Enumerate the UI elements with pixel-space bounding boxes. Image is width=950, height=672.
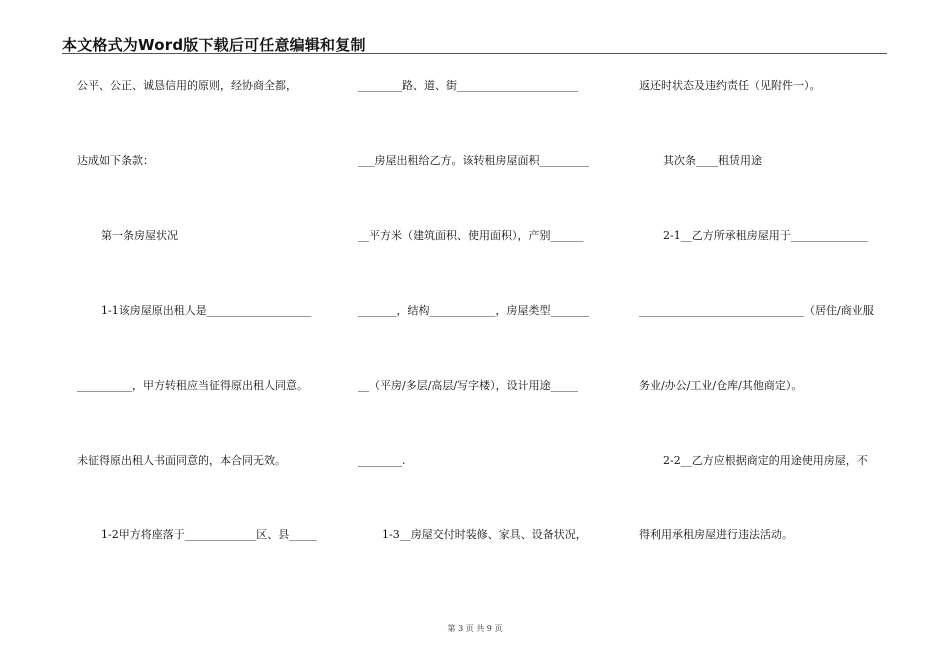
col1-line-3: 第一条房屋状况: [101, 229, 178, 242]
col2-line-5: __（平房/多层/高层/写字楼），设计用途_____: [358, 379, 579, 392]
col1-line-1: 公平、公正、诚恳信用的原则，经协商全都，: [77, 79, 297, 92]
col1-line-5: __________，甲方转租应当征得原出租人同意。: [77, 379, 308, 392]
document-header-title: 本文格式为Word版下载后可任意编辑和复制: [62, 36, 366, 54]
col2-line-4: _______，结构____________，房屋类型_______: [358, 304, 589, 317]
col3-line-1: 返还时状态及违约责任（见附件一）。: [639, 79, 821, 92]
header-divider: [62, 53, 887, 54]
col1-line-6: 未征得原出租人书面同意的，本合同无效。: [77, 454, 286, 467]
col2-line-1: ________路、道、街______________________: [358, 79, 578, 92]
col1-line-7: 1-2甲方将座落于_____________区、县_____: [101, 528, 317, 541]
col2-line-6: ________.: [358, 454, 406, 467]
page-number: 第 3 页 共 9 页: [447, 624, 503, 633]
col3-line-2: 其次条____租赁用途: [663, 154, 762, 167]
col2-line-2: ___房屋出租给乙方。该转租房屋面积_________: [358, 154, 589, 167]
col1-line-2: 达成如下条款：: [77, 154, 154, 167]
col3-line-3: 2-1__乙方所承租房屋用于______________: [663, 229, 868, 242]
col2-line-7: 1-3__房屋交付时装修、家具、设备状况，: [382, 528, 587, 541]
col3-line-7: 得利用承租房屋进行违法活动。: [639, 528, 793, 541]
col1-line-4: 1-1该房屋原出租人是___________________: [101, 304, 312, 317]
col3-line-4: ______________________________（居住/商业服: [639, 304, 874, 317]
col3-line-5: 务业/办公/工业/仓库/其他商定）。: [639, 379, 803, 392]
col2-line-3: __平方米（建筑面积、使用面积），产别______: [358, 229, 584, 242]
col3-line-6: 2-2__乙方应根据商定的用途使用房屋，不: [663, 454, 868, 467]
